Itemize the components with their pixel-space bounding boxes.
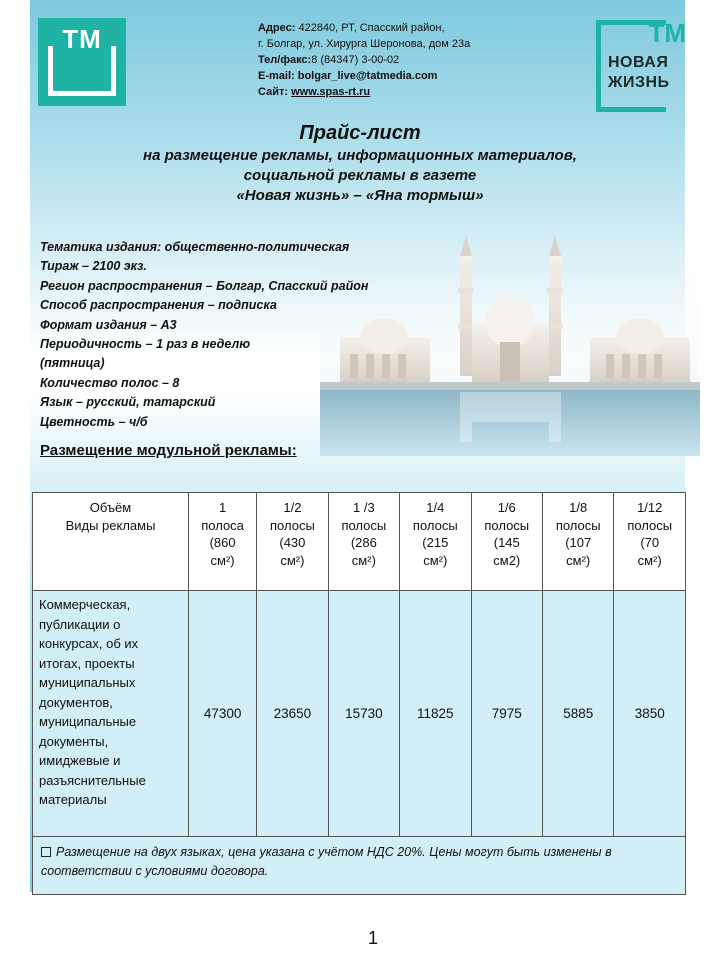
col-header-7-area: (70 bbox=[640, 535, 660, 550]
col-header-3 bbox=[328, 493, 399, 591]
title-line3: социальной рекламы в газете bbox=[243, 167, 477, 184]
info-topic: Тематика издания: общественно-политическая bbox=[40, 240, 350, 254]
tm-logo-text: ТМ bbox=[62, 24, 102, 54]
col-header-7-size: 1/12 bbox=[637, 500, 663, 515]
site-label: Сайт: bbox=[258, 86, 289, 98]
col-header-6-area-unit: см²) bbox=[566, 552, 591, 568]
address-line1: 422840, РТ, Спасский район, bbox=[295, 22, 445, 34]
col-header-1-unit: полоса bbox=[201, 517, 244, 533]
col-header-2 bbox=[257, 493, 328, 591]
info-pages: Количество полос – 8 bbox=[40, 375, 180, 390]
phone-value: 8 (84347) 3-00-02 bbox=[311, 54, 400, 66]
address-line2: г. Болгар, ул. Хирурга Шеронова, дом 23а bbox=[258, 38, 471, 50]
col-header-5-unit: полосы bbox=[484, 517, 530, 533]
col-header-1-size: 1 bbox=[218, 500, 227, 515]
col-header-7-area-unit: см²) bbox=[637, 552, 662, 568]
col-header-1 bbox=[189, 493, 257, 591]
info-region: Регион распространения – Болгар, Спасский район bbox=[40, 278, 369, 293]
col-header-3-size: 1 /3 bbox=[353, 500, 375, 515]
novaya-zhizn-logo bbox=[594, 18, 688, 114]
col-header-4-size: 1/4 bbox=[426, 500, 445, 515]
price-cell-2: 23650 bbox=[257, 591, 328, 837]
info-frequency: Периодичность – 1 раз в неделю bbox=[40, 337, 251, 352]
info-circulation: Тираж – 2100 экз. bbox=[40, 259, 147, 274]
col-header-4 bbox=[400, 493, 471, 591]
phone-label: Тел/факс: bbox=[258, 54, 312, 66]
email-value[interactable]: bolgar_live@tatmedia.com bbox=[294, 70, 438, 82]
address-label: Адрес: bbox=[258, 22, 296, 34]
page-title: Прайс-лист bbox=[299, 122, 421, 144]
contact-block bbox=[258, 20, 578, 100]
price-cell-6: 5885 bbox=[542, 591, 613, 837]
col-header-1-area: (860 bbox=[209, 535, 236, 550]
col-header-3-unit: полосы bbox=[341, 517, 387, 533]
col-header-6-unit: полосы bbox=[555, 517, 601, 533]
col-header-1-area-unit: см²) bbox=[210, 552, 235, 568]
price-cell-1: 47300 bbox=[189, 591, 257, 837]
publication-info bbox=[40, 238, 420, 432]
col-header-6-size: 1/8 bbox=[569, 500, 588, 515]
col-header-6-area: (107 bbox=[565, 535, 592, 550]
price-cell-3: 15730 bbox=[328, 591, 399, 837]
corner-header-line1: Объём bbox=[89, 500, 132, 515]
info-distribution: Способ распространения – подписка bbox=[40, 298, 277, 313]
novaya-zhizn-logo-tm: ТМ bbox=[648, 18, 686, 48]
col-header-6 bbox=[542, 493, 613, 591]
novaya-zhizn-logo-line1: НОВАЯ bbox=[608, 54, 669, 71]
title-block bbox=[80, 120, 640, 206]
info-color: Цветность – ч/б bbox=[40, 414, 148, 429]
col-header-5-size: 1/6 bbox=[497, 500, 516, 515]
col-header-5-area-unit: см2) bbox=[493, 552, 521, 568]
col-header-5 bbox=[471, 493, 542, 591]
col-header-5-area: (145 bbox=[493, 535, 520, 550]
table-note-text: Размещение на двух языках, цена указана с учётом НДС 20%. Цены могут быть изменены в соответствии с условиями договора. bbox=[41, 845, 612, 878]
col-header-7 bbox=[614, 493, 686, 591]
col-header-3-area: (286 bbox=[350, 535, 377, 550]
page-number: 1 bbox=[367, 928, 378, 948]
novaya-zhizn-logo-line2: ЖИЗНЬ bbox=[608, 74, 670, 91]
price-cell-7: 3850 bbox=[614, 591, 686, 837]
col-header-7-unit: полосы bbox=[627, 517, 673, 533]
table-row bbox=[33, 591, 686, 837]
tm-logo-frame bbox=[48, 46, 116, 96]
table-note-row bbox=[33, 837, 686, 895]
col-header-2-area: (430 bbox=[279, 535, 306, 550]
col-header-4-unit: полосы bbox=[412, 517, 458, 533]
section-heading: Размещение модульной рекламы: bbox=[40, 442, 297, 459]
col-header-2-unit: полосы bbox=[270, 517, 315, 533]
price-cell-4: 11825 bbox=[400, 591, 471, 837]
table-header-row bbox=[33, 493, 686, 591]
site-link[interactable]: www.spas-rt.ru bbox=[291, 86, 371, 98]
info-format: Формат издания – А3 bbox=[40, 317, 177, 332]
col-header-2-area-unit: см²) bbox=[280, 552, 305, 568]
col-header-2-size: 1/2 bbox=[283, 500, 302, 515]
price-cell-5: 7975 bbox=[471, 591, 542, 837]
col-header-4-area: (215 bbox=[422, 535, 449, 550]
col-header-3-area-unit: см²) bbox=[351, 552, 376, 568]
corner-header bbox=[33, 493, 189, 591]
col-header-4-area-unit: см²) bbox=[423, 552, 448, 568]
checkbox-bullet-icon bbox=[41, 847, 51, 857]
corner-header-line2: Виды рекламы bbox=[65, 517, 156, 533]
email-label: E-mail: bbox=[258, 70, 295, 82]
info-frequency-day: (пятница) bbox=[40, 356, 105, 371]
price-table bbox=[32, 492, 686, 895]
tm-logo bbox=[38, 18, 126, 106]
title-line4: «Новая жизнь» – «Яна тормыш» bbox=[236, 187, 484, 204]
info-language: Язык – русский, татарский bbox=[40, 395, 216, 410]
title-line2: на размещение рекламы, информационных материалов, bbox=[143, 147, 577, 164]
table-note bbox=[33, 837, 686, 895]
ad-type-description: Коммерческая, публикации о конкурсах, об их итогах, проекты муниципальных документов, муниципальные документы, имиджевые и разъяснительные материалы bbox=[33, 591, 189, 837]
